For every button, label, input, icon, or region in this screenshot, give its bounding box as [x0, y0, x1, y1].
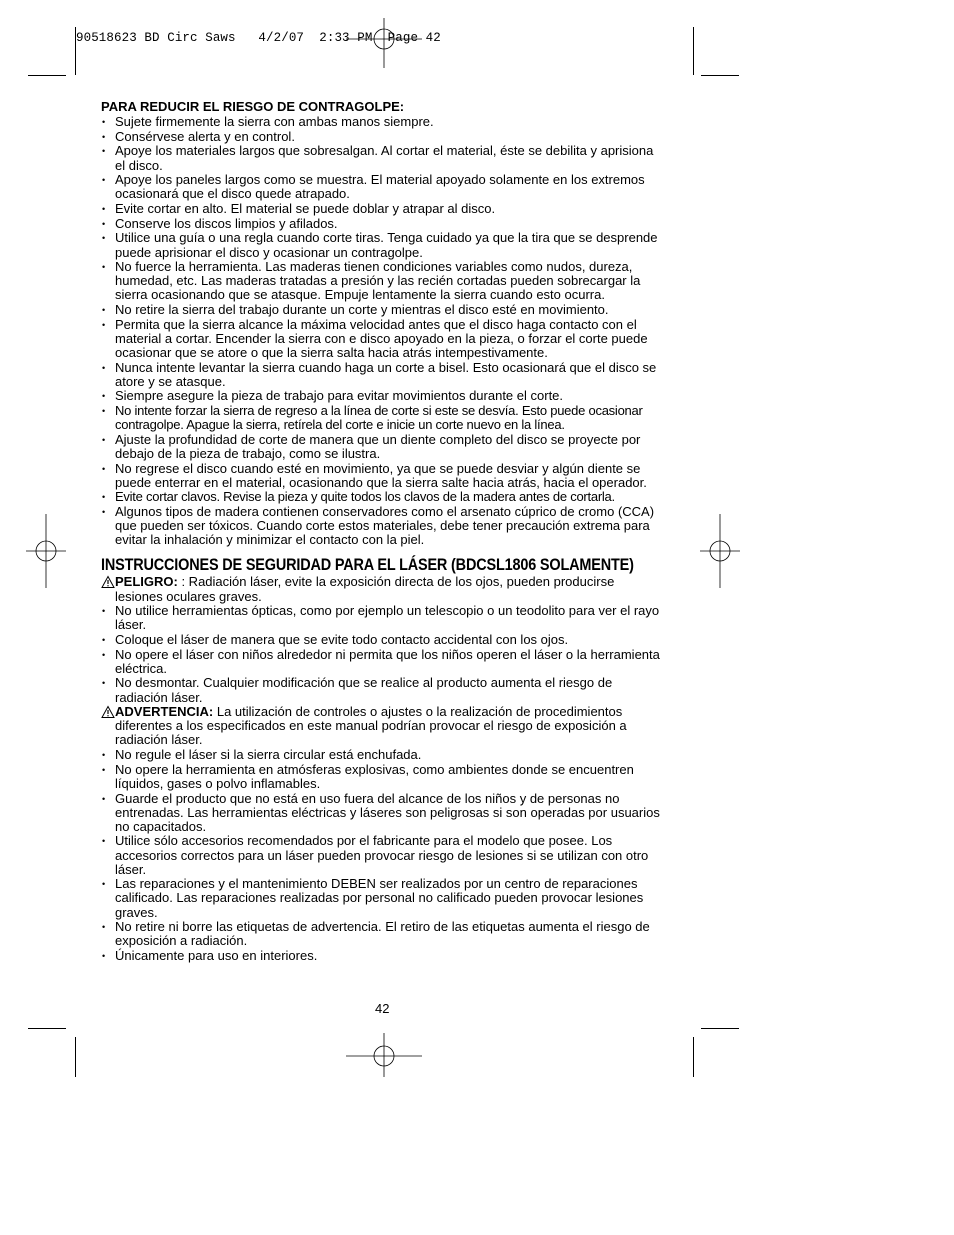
- page-content: [101, 100, 663, 964]
- registration-mark-icon: [26, 514, 66, 588]
- warning-triangle-icon: [101, 575, 115, 589]
- list-item: • No utilice herramientas ópticas, como por ejemplo un telescopio o un teodolito para ver el rayo láser.: [101, 604, 663, 632]
- warning-notice: [101, 705, 663, 747]
- warning-list: [101, 748, 663, 963]
- list-item: • Sujete firmemente la sierra con ambas manos siempre.: [101, 115, 663, 129]
- list-item: • No opere la herramienta en atmósferas explosivas, como ambientes donde se encuentren líquidos, gases o polvo inflamables.: [101, 763, 663, 791]
- crop-mark-top-left-vertical: [75, 27, 76, 75]
- laser-section-title: INSTRUCCIONES DE SEGURIDAD PARA EL LÁSER (BDCSL1806 SOLAMENTE): [101, 555, 634, 575]
- list-item: • Permita que la sierra alcance la máxima velocidad antes que el disco haga contacto con el material a cortar. Encender la sierra con e disco apoyado en la pieza, o forzar el corte puede ocasionar que se atore o que la sierra salta hacia atrás intempestivamente.: [101, 318, 663, 360]
- list-item: • No opere el láser con niños alrededor ni permita que los niños operen el láser o la herramienta eléctrica.: [101, 648, 663, 676]
- list-item: • Utilice una guía o una regla cuando corte tiras. Tenga cuidado ya que la tira que se desprende puede aprisionar el disco y ocasionar un contragolpe.: [101, 231, 663, 259]
- crop-mark-bottom-right-horizontal: [701, 1028, 739, 1029]
- registration-mark-icon: [346, 1033, 422, 1077]
- list-item: • Coloque el láser de manera que se evite todo contacto accidental con los ojos.: [101, 633, 663, 647]
- list-item: • No intente forzar la sierra de regreso a la línea de corte si este se desvía. Esto puede ocasionar contragolpe. Apague la sierra, retírela del corte e inicie un corte nuevo en la línea.: [101, 404, 663, 432]
- list-item: • Siempre asegure la pieza de trabajo para evitar movimientos durante el corte.: [101, 389, 663, 403]
- list-item: • No regrese el disco cuando esté en movimiento, ya que se puede desviar y algún diente se puede enterrar en el material, ocasionando que la sierra salte hacia atrás, hacia el operador.: [101, 462, 663, 490]
- danger-list: [101, 604, 663, 704]
- crop-mark-bottom-left-horizontal: [28, 1028, 66, 1029]
- list-item: • Las reparaciones y el mantenimiento DEBEN ser realizados por un centro de reparaciones calificado. Las reparaciones realizadas por personal no calificado pueden provocar lesiones graves.: [101, 877, 663, 919]
- danger-notice: [101, 575, 663, 603]
- warning-label: ADVERTENCIA:: [115, 704, 214, 720]
- list-item: • Únicamente para uso en interiores.: [101, 949, 663, 963]
- crop-mark-bottom-left-vertical: [75, 1037, 76, 1077]
- list-item: • No regule el láser si la sierra circular está enchufada.: [101, 748, 663, 762]
- list-item: • Apoye los materiales largos que sobresalgan. Al cortar el material, éste se debilita y aprisiona el disco.: [101, 144, 663, 172]
- crop-mark-top-right-vertical: [693, 27, 694, 75]
- printer-slug: 90518623 BD Circ Saws 4/2/07 2:33 PM Page 42: [76, 31, 441, 45]
- registration-mark-icon: [346, 18, 422, 68]
- warning-text: La utilización de controles o ajustes o la realización de procedimientos diferentes a los especificados en este manual podrían provocar el riesgo de exposición a radiación láser.: [115, 704, 627, 748]
- kickback-heading: PARA REDUCIR EL RIESGO DE CONTRAGOLPE:: [101, 99, 405, 114]
- warning-triangle-icon: [101, 705, 115, 719]
- list-item: • Ajuste la profundidad de corte de manera que un diente completo del disco se proyecte por debajo de la pieza de trabajo, como se ilustra.: [101, 433, 663, 461]
- page-number: 42: [375, 1001, 390, 1016]
- list-item: • Guarde el producto que no está en uso fuera del alcance de los niños y de personas no entrenadas. Las herramientas eléctricas y láseres son peligrosas si son operadas por usuarios no capacitados.: [101, 792, 663, 834]
- list-item: • Apoye los paneles largos como se muestra. El material apoyado solamente en los extremos ocasionará que el disco quede atrapado.: [101, 173, 663, 201]
- danger-text: : Radiación láser, evite la exposición directa de los ojos, pueden producirse lesiones oculares graves.: [115, 574, 615, 604]
- crop-mark-bottom-right-vertical: [693, 1037, 694, 1077]
- list-item: • No retire ni borre las etiquetas de advertencia. El retiro de las etiquetas aumenta el riesgo de exposición a radiación.: [101, 920, 663, 948]
- kickback-list: [101, 115, 663, 547]
- list-item: • Algunos tipos de madera contienen conservadores como el arsenato cúprico de cromo (CCA) que pueden ser tóxicos. Cuando corte estos materiales, debe tener precaución extrema para evitar la inhalación y minimizar el contacto con la piel.: [101, 505, 663, 547]
- list-item: • Consérvese alerta y en control.: [101, 130, 663, 144]
- list-item: • No fuerce la herramienta. Las maderas tienen condiciones variables como nudos, dureza, humedad, etc. Las maderas tratadas a presión y las recién cortadas pueden sobrecargar la sierra ocasionando que se atasque. Empuje lentamente la sierra cuando esto ocurra.: [101, 260, 663, 302]
- list-item: • No retire la sierra del trabajo durante un corte y mientras el disco esté en movimiento.: [101, 303, 663, 317]
- list-item: • Nunca intente levantar la sierra cuando haga un corte a bisel. Esto ocasionará que el disco se atore y se atasque.: [101, 361, 663, 389]
- list-item: • No desmontar. Cualquier modificación que se realice al producto aumenta el riesgo de radiación láser.: [101, 676, 663, 704]
- crop-mark-top-right-horizontal: [701, 75, 739, 76]
- list-item: • Evite cortar en alto. El material se puede doblar y atrapar al disco.: [101, 202, 663, 216]
- danger-label: PELIGRO:: [115, 574, 178, 590]
- list-item: • Evite cortar clavos. Revise la pieza y quite todos los clavos de la madera antes de cortarla.: [101, 490, 663, 504]
- registration-mark-icon: [700, 514, 740, 588]
- crop-mark-top-left-horizontal: [28, 75, 66, 76]
- list-item: • Conserve los discos limpios y afilados.: [101, 217, 663, 231]
- list-item: • Utilice sólo accesorios recomendados por el fabricante para el modelo que posee. Los accesorios correctos para un láser pueden provocar riesgo de lesiones si se utilizan con otro láser.: [101, 834, 663, 876]
